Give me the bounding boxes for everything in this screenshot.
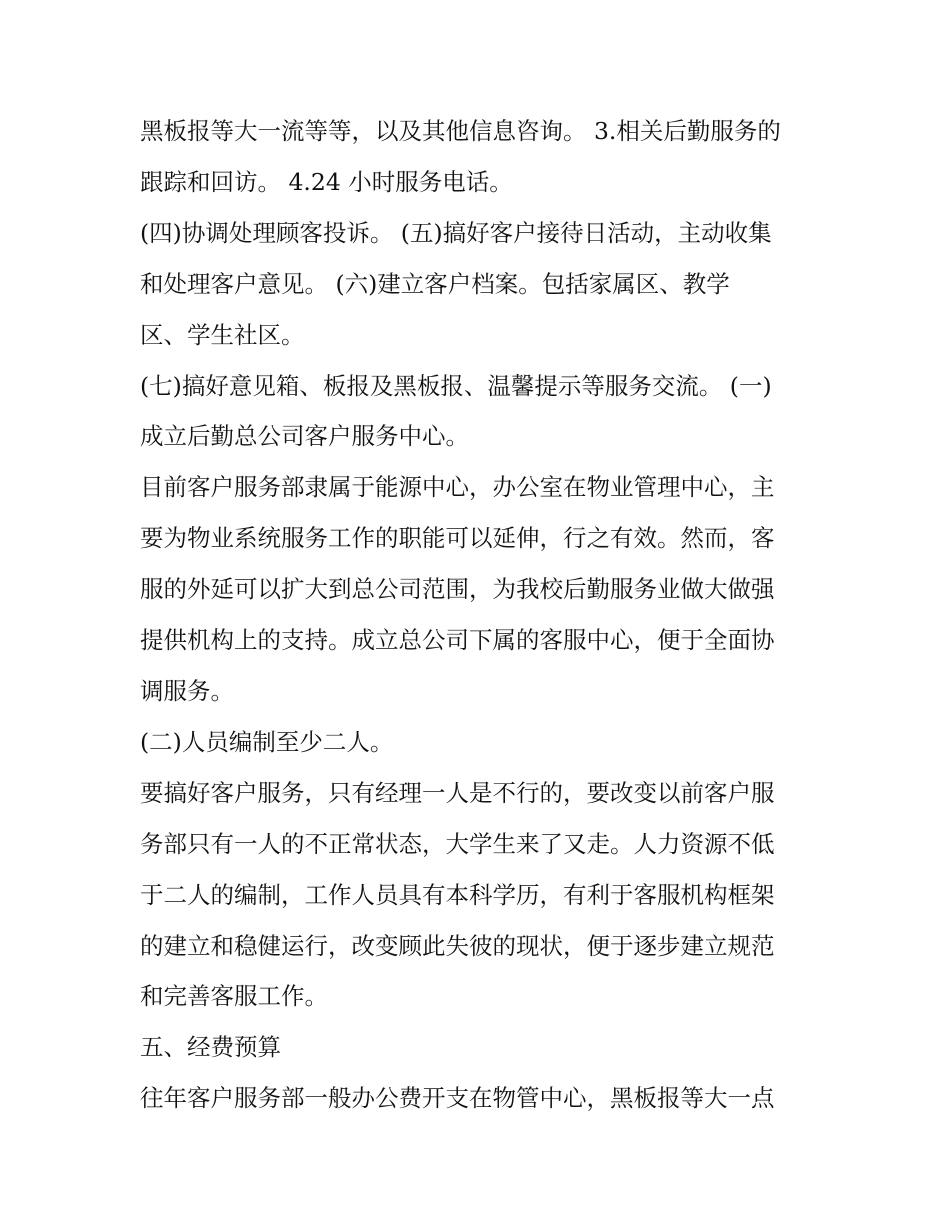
- text-line: (二)人员编制至少二人。: [140, 727, 394, 756]
- text-line: 跟踪和回访。 4.24 小时服务电话。: [140, 167, 513, 196]
- paragraph-staffing: [140, 768, 820, 1023]
- section-title: 五、经费预算: [140, 1033, 281, 1062]
- text-line: 的建立和稳健运行，改变顾此失彼的现状，便于逐步建立规范: [140, 931, 775, 960]
- text-line: 务部只有一人的不正常状态，大学生来了又走。人力资源不低: [140, 829, 775, 858]
- text-line: 区、学生社区。: [140, 320, 305, 349]
- text-line: 要为物业系统服务工作的职能可以延伸，行之有效。然而，客: [140, 524, 775, 553]
- paragraph-service-center: [140, 462, 820, 717]
- text-line: 黑板报等大一流等等，以及其他信息咨询。 3.相关后勤服务的: [140, 117, 781, 145]
- text-line: 调服务。: [140, 676, 234, 705]
- text-line: (七)搞好意见箱、板报及黑板报、温馨提示等服务交流。 (一): [140, 371, 772, 400]
- text-line: 和完善客服工作。: [140, 982, 328, 1011]
- text-line: 要搞好客户服务，只有经理一人是不行的，要改变以前客户服: [140, 778, 775, 807]
- text-line: 往年客户服务部一般办公费开支在物管中心，黑板报等大一点: [140, 1084, 775, 1113]
- text-line: 提供机构上的支持。成立总公司下属的客服中心，便于全面协: [140, 626, 775, 655]
- text-line: 和处理客户意见。 (六)建立客户档案。包括家属区、教学: [140, 269, 730, 298]
- paragraph-staffing-heading: [140, 717, 820, 768]
- paragraph-budget: [140, 1073, 820, 1124]
- text-line: (四)协调处理顾客投诉。 (五)搞好客户接待日活动，主动收集: [140, 218, 772, 247]
- text-line: 服的外延可以扩大到总公司范围，为我校后勤服务业做大做强: [140, 575, 775, 604]
- section-heading-budget: [140, 1022, 820, 1073]
- paragraph-complaints-archives: [140, 208, 820, 361]
- text-line: 目前客户服务部隶属于能源中心，办公室在物业管理中心，主: [140, 473, 775, 502]
- paragraph-info-followup: [140, 106, 820, 208]
- text-line: 成立后勤总公司客户服务中心。: [140, 422, 469, 451]
- paragraph-suggestion-box: [140, 361, 820, 463]
- text-line: 于二人的编制，工作人员具有本科学历，有利于客服机构框架: [140, 880, 775, 909]
- document-body: [140, 106, 820, 1124]
